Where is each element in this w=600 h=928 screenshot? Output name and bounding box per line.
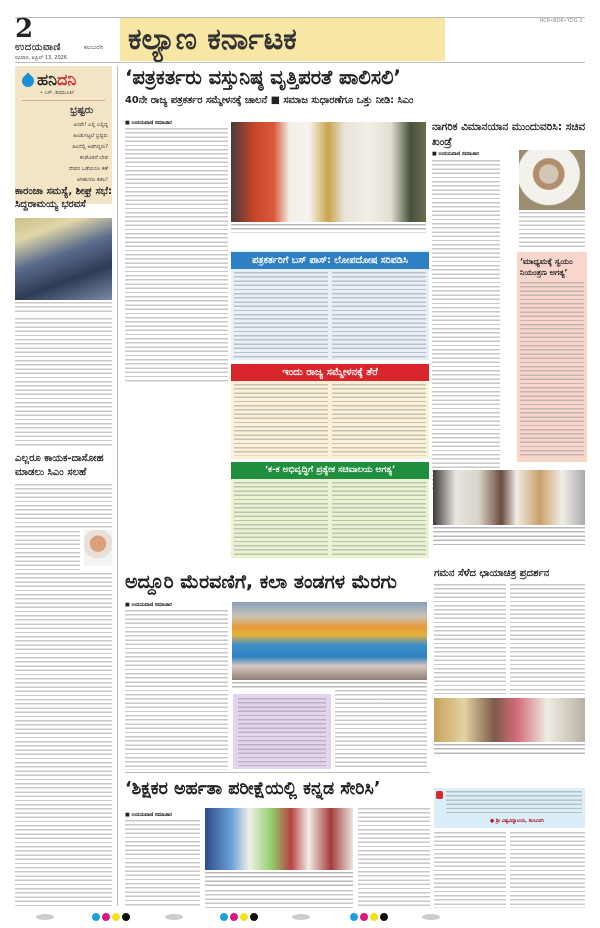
story-body (205, 890, 353, 908)
verse-line: ದೇವರ ಒಡೆಯನೂ ಕಣೆ (68, 166, 108, 172)
verse-line: ಹಿಂದೆಲ್ಲಿ ಅಡಗಿದ್ದರು? (72, 144, 108, 150)
registration-marks (350, 913, 388, 921)
story-body (358, 808, 430, 908)
section-title: ಕಲ್ಯಾಣ ಕರ್ನಾಟಕ (128, 22, 297, 57)
byline: ■ ಉದಯವಾಣಿ ಸಮಾಚಾರ (125, 812, 172, 818)
khandre-photo (519, 150, 585, 210)
newspaper-brand: ಉದಯವಾಣಿ (15, 42, 61, 53)
box-body (234, 482, 328, 556)
lead-subhead: 40ನೇ ರಾಜ್ಯ ಪತ್ರಕರ್ತರ ಸಮ್ಮೇಳನಕ್ಕೆ ಚಾಲನೆ ■ ಸಮಾಜ ಸುಧಾರಣೆಗೂ ಒತ್ತು ನೀಡಿ: ಸಿಎಂ (125, 95, 414, 106)
crop-mark (165, 914, 183, 920)
photo-caption (205, 872, 353, 886)
registration-marks (92, 913, 130, 921)
story-body (15, 531, 80, 571)
magenta-dot (360, 913, 368, 921)
lead-headline[interactable]: ‘ಪತ್ರಕರ್ತರು ವಸ್ತುನಿಷ್ಠ ವೃತ್ತಿಪರತೆ ಪಾಲಿಸಲಿ’ (125, 66, 401, 89)
magenta-dot (102, 913, 110, 921)
byline: ■ ಉದಯವಾಣಿ ಸಮಾಚಾರ (432, 151, 479, 157)
crop-mark (292, 914, 310, 920)
exhibition-headline[interactable]: ಗಮನ ಸೆಳೆದ ಛಾಯಾಚಿತ್ರ ಪ್ರದರ್ಶನ (434, 568, 550, 579)
box-body (332, 384, 426, 456)
column-divider (117, 66, 118, 906)
logo-dani: ದನಿ (56, 70, 77, 89)
story-body (434, 584, 506, 694)
cm-karanja-photo (15, 218, 112, 300)
teacher-headline[interactable]: ‘ಶಿಕ್ಷಕರ ಅರ್ಹತಾ ಪರೀಕ್ಷೆಯಲ್ಲಿ ಕನ್ನಡ ಸೇರಿಸಿ’ (125, 779, 381, 799)
poem-title: ಭ್ರಷ್ಟರು (70, 105, 94, 116)
story-body (125, 820, 200, 908)
photo-caption (433, 527, 585, 547)
hani-divider (22, 100, 105, 101)
crop-mark (422, 914, 440, 920)
magenta-dot (230, 913, 238, 921)
story-body (510, 584, 585, 694)
story-body (15, 573, 112, 908)
info-box-body (238, 698, 326, 766)
poem-verse (38, 120, 108, 186)
story-body (434, 832, 506, 908)
black-dot (250, 913, 258, 921)
edition-code: RCR•BDR•YDG 2 (540, 18, 583, 24)
box-body (234, 384, 328, 456)
reader-note-signature: ● ಶ್ರೀ ವಿಶ್ವವಿದ್ಯಾಲಯ, ಕಲಬುರಗಿ (490, 819, 544, 824)
verse-line: ಅಗಿಹುದಣ ಕಡಲ! (76, 177, 108, 183)
photo-caption (519, 212, 585, 247)
story-headline[interactable]: ಕಾರಂಜಾ ಸಮಸ್ಯೆ, ಶೀಘ್ರ ಸಭೆ: ಸಿದ್ದರಾಮಯ್ಯ ಭರವಸೆ (15, 186, 113, 210)
exhibition-photo (434, 698, 585, 742)
box-body (332, 482, 426, 556)
registration-marks (220, 913, 258, 921)
story-body (15, 484, 112, 529)
award-photo (433, 470, 585, 525)
cyan-dot (220, 913, 228, 921)
edition-city: ಕಲಬುರಗಿ (84, 44, 104, 51)
reader-note-body (446, 791, 582, 813)
box-title[interactable]: ಇಂದು ರಾಜ್ಯ ಸಮ್ಮೇಳನಕ್ಕೆ ತೆರೆ (231, 364, 429, 381)
memorandum-photo (205, 808, 353, 870)
procession-headline[interactable]: ಅದ್ದೂರಿ ಮೆರವಣಿಗೆ, ಕಲಾ ತಂಡಗಳ ಮೆರಗು (125, 571, 397, 593)
box-body (234, 272, 328, 358)
box-title[interactable]: ಪತ್ರಕರ್ತರಿಗೆ ಬಸ್ ಪಾಸ್: ಲೋಪದೋಷ ಸರಿಪಡಿಸಿ (231, 252, 429, 269)
thumbs-icon (436, 791, 443, 799)
cm-portrait (84, 530, 112, 566)
photo-caption (232, 682, 427, 689)
black-dot (380, 913, 388, 921)
story-body (125, 128, 228, 383)
story-body (15, 318, 112, 448)
box-body (332, 272, 426, 358)
masthead-rule (15, 62, 585, 63)
story-headline[interactable]: ಎಲ್ಲರೂ ಕಾಯಕ-ದಾಸೋಹ ಮಾಡಲು ಸಿಎಂ ಸಲಹೆ (15, 453, 104, 478)
yellow-dot (370, 913, 378, 921)
cyan-dot (350, 913, 358, 921)
right-headline[interactable]: ನಾಗರಿಕ ವಿಮಾನಯಾನ ಮುಂದುವರಿಸಿ: ಸಚಿವ ಖಂಡ್ರೆ (432, 121, 586, 148)
page-number: 2 (15, 14, 34, 44)
felicitation-photo (231, 122, 426, 222)
hani-author: • ಎಸ್. ಶಿವಮೂರ್ತಿ (40, 90, 75, 96)
story-body (432, 160, 500, 490)
yellow-dot (112, 913, 120, 921)
logo-hani: ಹನಿ (37, 70, 57, 89)
byline: ■ ಉದಯವಾಣಿ ಸಮಾಚಾರ (125, 602, 172, 608)
story-body (335, 690, 427, 770)
procession-photo (232, 602, 427, 680)
black-dot (122, 913, 130, 921)
yellow-dot (240, 913, 248, 921)
pullquote-body (520, 282, 584, 458)
crop-mark (36, 914, 54, 920)
verse-line: ಹಿಂಡುಗಟ್ಟಲೆ ಭ್ರಷ್ಟರು (73, 133, 108, 139)
photo-caption (15, 302, 112, 314)
dateline: ರವಿವಾರ, ಏಪ್ರಿಲ್ 13, 2026 (15, 55, 68, 61)
hani-dani-logo (22, 70, 76, 90)
photo-caption (434, 744, 585, 756)
story-body (510, 832, 585, 908)
section-divider (125, 772, 430, 773)
byline: ■ ಉದಯವಾಣಿ ಸಮಾಚಾರ (125, 120, 172, 126)
story-body (125, 610, 228, 770)
photo-caption (231, 224, 426, 233)
cyan-dot (92, 913, 100, 921)
drop-icon (20, 72, 37, 89)
pullquote: ‘ಮಾಧ್ಯಮಕ್ಕೆ ಸ್ವಯಂ ನಿಯಂತ್ರಣ ಅಗತ್ಯ’ (520, 257, 573, 277)
verse-line: ಅರರೇ! ಎಲ್ಲಿ ಎಲ್ಲಿದ್ದ (73, 122, 108, 128)
box-title[interactable]: ‘ಕ-ಕ ಅಭಿವೃದ್ಧಿಗೆ ಪ್ರತ್ಯೇಕ ಸಚಿವಾಲಯ ಅಗತ್ಯ’ (231, 462, 429, 479)
verse-line: ಕಂಡೊಡನೆ ಬೇಡ (79, 155, 108, 161)
